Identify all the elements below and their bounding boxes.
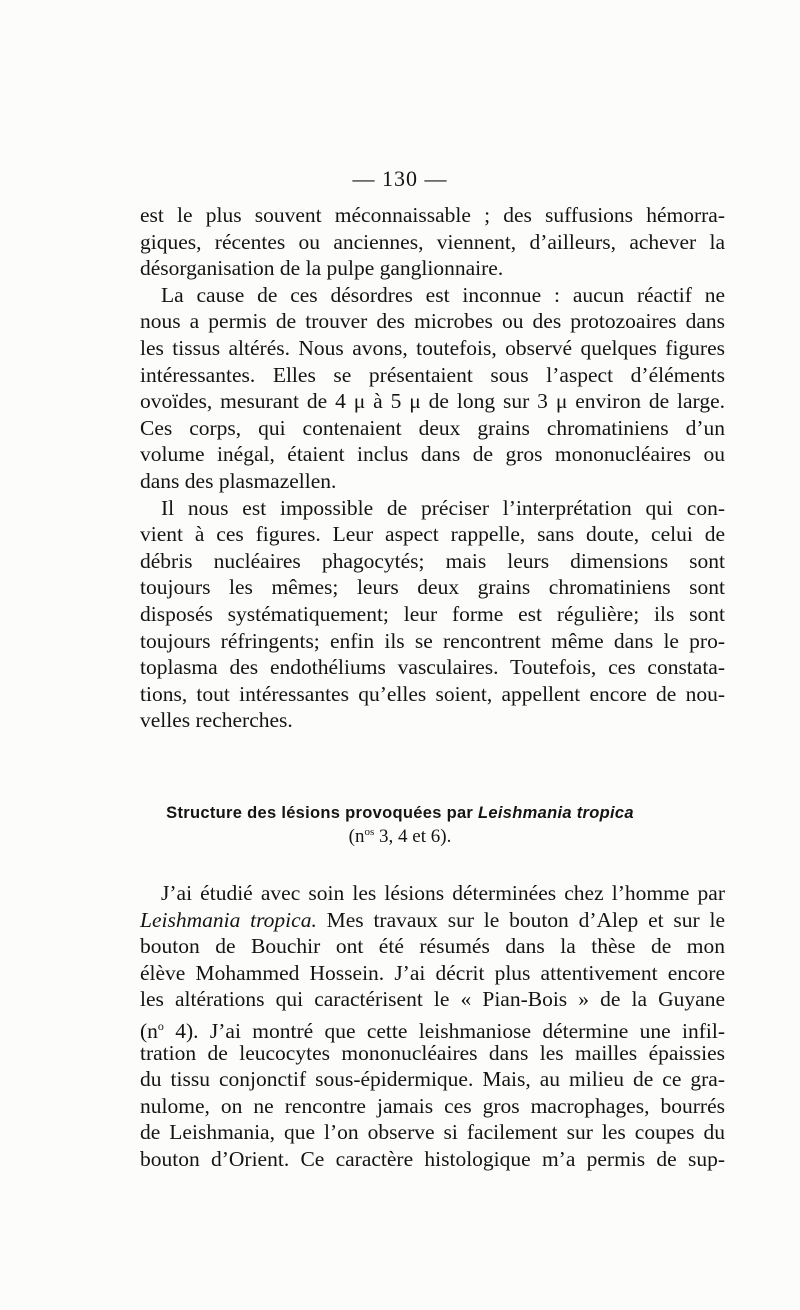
- text-line: J’ai étudié avec soin les lésions déterminées chez l’homme par: [161, 881, 725, 905]
- paragraph-block-2: [140, 880, 725, 1173]
- text-line: tration de leucocytes mononucléaires dans les mailles épaissies: [140, 1040, 725, 1065]
- text-line: volume inégal, étaient inclus dans de gros mononucléaires ou: [140, 442, 725, 467]
- text-line: toujours réfringents; enfin ils se rencontrent même dans le pro-: [140, 628, 725, 653]
- text-line: vient à ces figures. Leur aspect rappelle, sans doute, celui de: [140, 522, 725, 547]
- text-line: désorganisation de la pulpe ganglionnaire.: [140, 256, 504, 281]
- text-line: intéressantes. Elles se présentaient sous l’aspect d’éléments: [140, 362, 725, 387]
- text-line: Il nous est impossible de préciser l’interprétation qui con-: [161, 495, 725, 520]
- text-line: giques, récentes ou anciennes, viennent, d’ailleurs, achever la: [140, 229, 725, 254]
- text-line: bouton de Bouchir ont été résumés dans la thèse de mon: [140, 934, 725, 959]
- text-fragment: Mes travaux sur le bouton d’Alep et sur le: [316, 907, 725, 932]
- text-line: [140, 907, 725, 934]
- text-line: [140, 1013, 725, 1043]
- text-line: est le plus souvent méconnaissable ; des suffusions hémorra-: [140, 203, 725, 227]
- text-line: tions, tout intéressantes qu’elles soient, appellent encore de nou-: [140, 681, 725, 706]
- text-line: velles recherches.: [140, 708, 293, 733]
- text-line: élève Mohammed Hossein. J’ai décrit plus attentivement encore: [140, 960, 725, 985]
- text-line: toplasma des endothéliums vasculaires. Toutefois, ces constata-: [140, 655, 725, 680]
- text-line: débris nucléaires phagocytés; mais leurs dimensions sont: [140, 548, 725, 573]
- section-heading: [0, 804, 800, 823]
- subheading-numbers: 3, 4 et 6).: [374, 826, 452, 847]
- text-line: Ces corps, qui contenaient deux grains chromatiniens d’un: [140, 415, 725, 440]
- text-line: les altérations qui caractérisent le « Pian-Bois » de la Guyane: [140, 987, 725, 1012]
- text-line: La cause de ces désordres est inconnue : aucun réactif ne: [161, 282, 725, 307]
- section-heading-species: Leishmania tropica: [478, 804, 634, 822]
- text-fragment: (n: [140, 1018, 158, 1043]
- text-line: bouton d’Orient. Ce caractère histologique m’a permis de sup-: [140, 1146, 725, 1171]
- text-line: les tissus altérés. Nous avons, toutefois, observé quelques figures: [140, 335, 725, 360]
- text-line: toujours les mêmes; leurs deux grains chromatiniens sont: [140, 575, 725, 600]
- text-line: ovoïdes, mesurant de 4 μ à 5 μ de long sur 3 μ environ de large.: [140, 389, 725, 414]
- section-heading-text: Structure des lésions provoquées par: [166, 804, 479, 822]
- text-line: disposés systématiquement; leur forme est régulière; ils sont: [140, 601, 725, 626]
- section-subheading: [0, 826, 800, 848]
- text-line: dans des plasmazellen.: [140, 468, 337, 493]
- paragraph-block-1: [140, 202, 725, 734]
- text-fragment: 4). J’ai montré que cette leishmaniose détermine une infil-: [163, 1018, 725, 1043]
- subheading-open: (n: [348, 826, 365, 847]
- species-name: Leishmania tropica.: [140, 907, 317, 932]
- text-line: nulome, on ne rencontre jamais ces gros macrophages, bourrés: [140, 1093, 725, 1118]
- page-number: — 130 —: [352, 166, 448, 191]
- superscript: o: [157, 1018, 164, 1033]
- subheading-sup: os: [364, 826, 375, 838]
- text-line: de Leishmania, que l’on observe si facilement sur les coupes du: [140, 1120, 725, 1145]
- text-line: nous a permis de trouver des microbes ou des protozoaires dans: [140, 309, 725, 334]
- text-line: du tissu conjonctif sous-épidermique. Mais, au milieu de ce gra-: [140, 1067, 725, 1092]
